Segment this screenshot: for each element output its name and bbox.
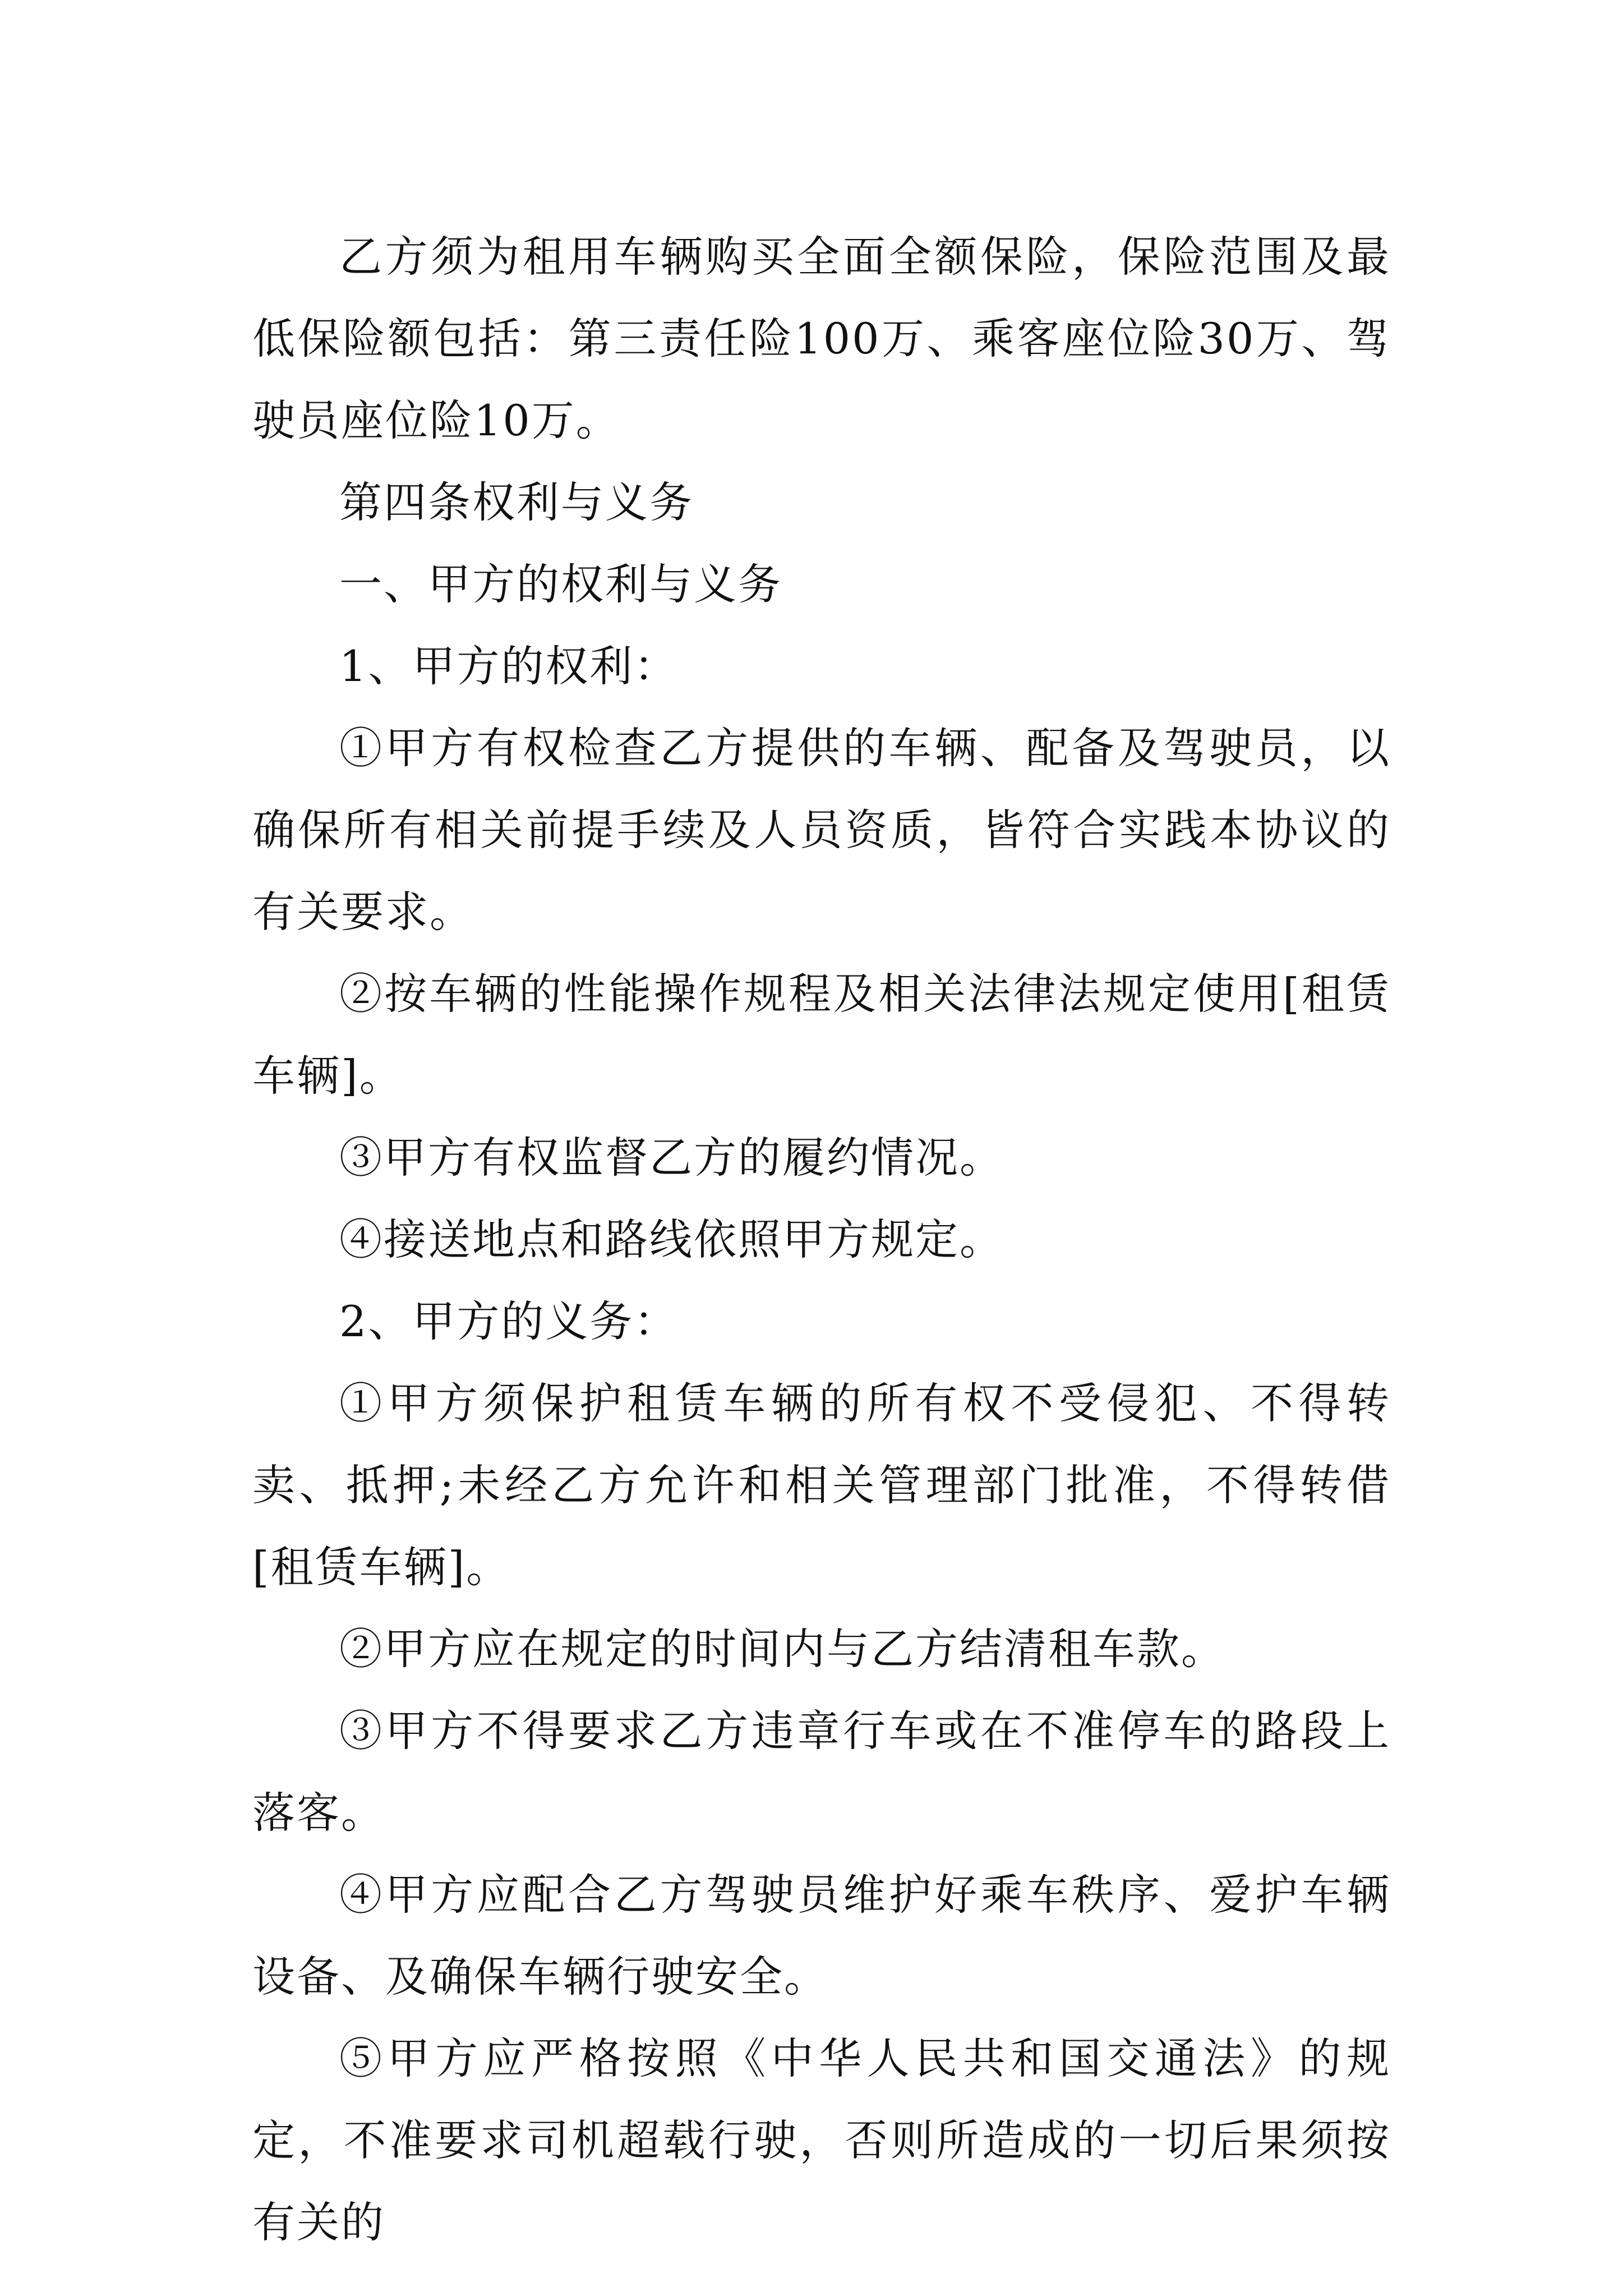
paragraph-obligation-3: ③甲方不得要求乙方违章行车或在不准停车的路段上落客。 xyxy=(252,1706,1391,1838)
heading-party-a-rights-obligations: 一、甲方的权利与义务 xyxy=(339,559,782,609)
paragraph-obligation-4: ④甲方应配合乙方驾驶员维护好乘车秩序、爱护车辆设备、及确保车辆行驶安全。 xyxy=(252,1870,1391,2001)
paragraph-right-2: ②按车辆的性能操作规程及相关法律法规定使用[租赁车辆]。 xyxy=(252,969,1391,1101)
heading-party-a-obligations: 2、甲方的义务： xyxy=(339,1296,679,1346)
paragraph-right-1: ①甲方有权检查乙方提供的车辆、配备及驾驶员，以确保所有相关前提手续及人员资质，皆符合实践本协议的有关要求。 xyxy=(252,723,1391,937)
paragraph-right-3: ③甲方有权监督乙方的履约情况。 xyxy=(339,1133,1004,1182)
paragraph-obligation-1: ①甲方须保护租赁车辆的所有权不受侵犯、不得转卖、抵押;未经乙方允许和相关管理部门批准，不得转借[租赁车辆]。 xyxy=(252,1378,1391,1592)
paragraph-obligation-5: ⑤甲方应严格按照《中华人民共和国交通法》的规定，不准要求司机超载行驶，否则所造成的一切后果须按有关的 xyxy=(252,2033,1391,2247)
heading-article-four: 第四条权利与义务 xyxy=(339,477,694,527)
document-body xyxy=(252,216,1391,2263)
heading-party-a-rights: 1、甲方的权利： xyxy=(339,641,679,691)
paragraph-insurance: 乙方须为租用车辆购买全面全额保险，保险范围及最低保险额包括：第三责任险100万、乘客座位险30万、驾驶员座位险10万。 xyxy=(252,232,1391,445)
paragraph-obligation-2: ②甲方应在规定的时间内与乙方结清租车款。 xyxy=(339,1624,1225,1674)
paragraph-right-4: ④接送地点和路线依照甲方规定。 xyxy=(339,1214,1004,1264)
